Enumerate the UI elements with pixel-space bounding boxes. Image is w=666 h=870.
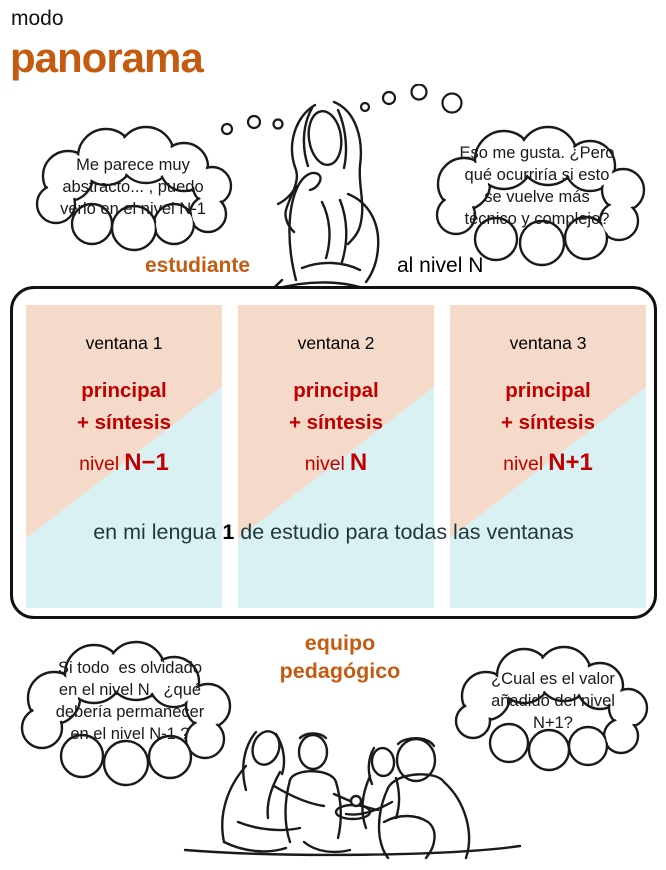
thought-line: en el nivel N, ¿qué (58, 681, 202, 699)
window-level (26, 449, 222, 477)
footer-prefix: en mi lengua (93, 520, 217, 544)
window-title: ventana 1 (85, 333, 163, 353)
window-main-line: + síntesis (76, 411, 171, 434)
window-main-line: principal (293, 379, 379, 402)
window-main-line: principal (81, 379, 167, 402)
footer-number: 1 (222, 520, 235, 544)
footer-suffix: de estudio para todas las ventanas (240, 520, 574, 544)
thought-line: en el nivel N-1 ? (70, 725, 190, 743)
window-main-line: principal (505, 379, 591, 402)
team-label-line: pedagógico (279, 659, 401, 683)
thought-text (418, 142, 656, 230)
window-panel-1 (26, 305, 222, 608)
thought-line: Eso me gusta. ¿Pero (459, 144, 615, 162)
mode-label: modo (11, 7, 64, 30)
window-main-text (450, 375, 646, 439)
level-note: al nivel N (397, 254, 484, 277)
window-main-line: + síntesis (500, 411, 595, 434)
window-panel-3 (450, 305, 646, 608)
level-prefix: nivel (79, 453, 120, 475)
thought-line: técnico y complejo? (464, 210, 610, 228)
thought-line: abstracto... , puedo (62, 178, 204, 196)
language-footer-note (13, 520, 654, 545)
thought-line: Si todo es olvidado (57, 659, 202, 677)
thought-line: añadido del nivel (491, 692, 615, 710)
level-value: N+1 (548, 449, 593, 476)
thought-line: debería permanecer (55, 703, 205, 721)
thought-line: ¿Cual es el valor (491, 670, 615, 688)
level-prefix: nivel (503, 453, 544, 475)
level-prefix: nivel (304, 453, 345, 475)
window-level (238, 449, 434, 477)
thought-bubble-student-right (418, 120, 656, 268)
thought-line: verlo en el nivel N-1 (60, 200, 206, 218)
level-value: N (349, 449, 368, 476)
window-level (450, 449, 646, 477)
thought-line: N+1? (533, 714, 573, 732)
thought-text (26, 154, 240, 220)
thought-bubble-student-left (26, 122, 240, 254)
window-main-text (238, 375, 434, 439)
window-title: ventana 3 (509, 333, 587, 353)
thought-line: qué ocurriría si esto (464, 166, 610, 184)
thought-line: Me parece muy (76, 156, 190, 174)
window-main-text (26, 375, 222, 439)
windows-box (10, 286, 657, 619)
window-title: ventana 2 (297, 333, 375, 353)
thought-dots-icon (358, 84, 464, 116)
team-illustration (148, 702, 526, 864)
team-label (240, 629, 440, 685)
window-panel-2 (238, 305, 434, 608)
page-title: panorama (10, 34, 203, 81)
team-label-line: equipo (304, 631, 376, 655)
thought-line: se vuelve más (484, 188, 590, 206)
window-main-line: + síntesis (288, 411, 383, 434)
level-value: N−1 (124, 449, 169, 476)
student-label: estudiante (145, 254, 251, 277)
